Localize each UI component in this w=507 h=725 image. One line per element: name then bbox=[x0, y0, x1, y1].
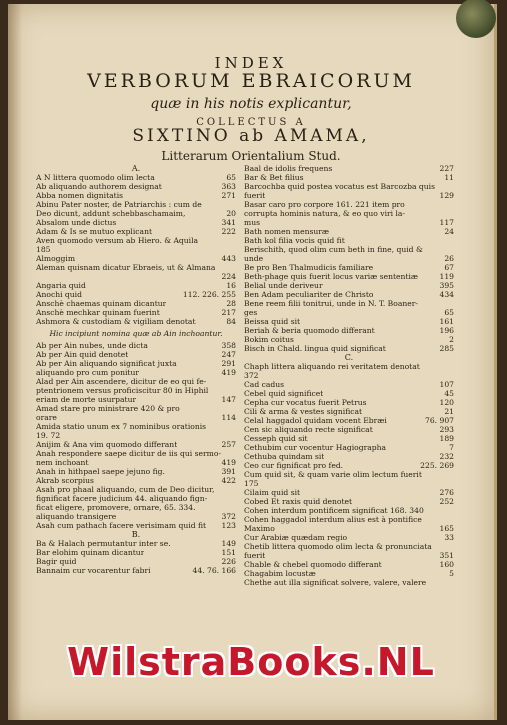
index-entry bbox=[36, 191, 236, 200]
entry-term: Abinu Pater noster, de Patriarchis : cum de bbox=[36, 200, 202, 209]
entry-term: nem inchoant bbox=[36, 458, 89, 467]
ain-note: Hic incipiunt nomina quæ ab Ain inchoantur. bbox=[49, 329, 223, 338]
section-c-heading: C. bbox=[344, 353, 354, 362]
entry-term: Bisch in Chald. lingua quid significat bbox=[244, 344, 386, 353]
entry-page-number: 149 bbox=[221, 539, 236, 548]
entry-page-number: 119 bbox=[439, 272, 454, 281]
entry-page-number: 271 bbox=[221, 191, 236, 200]
index-entry bbox=[36, 182, 236, 191]
index-entry bbox=[36, 476, 236, 485]
index-entry bbox=[36, 503, 236, 512]
section-b-heading: B. bbox=[131, 530, 141, 539]
entry-term: Cebel quid significet bbox=[244, 389, 324, 398]
index-entry bbox=[244, 191, 454, 200]
index-entry bbox=[36, 209, 236, 218]
collectus-line: COLLECTUS A bbox=[196, 117, 306, 128]
entry-term: Bene reem filii tonitrui, unde in N. T. Boaner- bbox=[244, 299, 418, 308]
entry-term: eriam de morte usurpatur bbox=[36, 395, 137, 404]
entry-term: Cilaim quid sit bbox=[244, 488, 301, 497]
entry-page-number: 422 bbox=[221, 476, 236, 485]
index-entry bbox=[36, 449, 236, 458]
entry-page-number: 217 bbox=[221, 308, 236, 317]
index-entry bbox=[36, 548, 236, 557]
entry-page-number: 226 bbox=[221, 557, 236, 566]
entry-page-number: 21 bbox=[444, 407, 454, 416]
index-entry bbox=[244, 245, 454, 254]
entry-page-number bbox=[232, 404, 236, 413]
entry-page-number: 165 bbox=[439, 524, 454, 533]
entry-page-number: 351 bbox=[439, 551, 454, 560]
author-title-line: Litterarum Orientalium Stud. bbox=[161, 149, 341, 163]
entry-term: Cad cadus bbox=[244, 380, 285, 389]
index-entry bbox=[244, 299, 454, 308]
index-entry bbox=[36, 566, 236, 575]
entry-term: Anijim & Ana vim quomodo differant bbox=[36, 440, 178, 449]
entry-term: Anschè chaemas quinam dicantur bbox=[36, 299, 167, 308]
index-entry bbox=[36, 317, 236, 326]
index-entry bbox=[244, 551, 454, 560]
index-heading: INDEX bbox=[214, 54, 288, 72]
entry-term: Be pro Ben Thalmudicis familiare bbox=[244, 263, 374, 272]
entry-term: Aven quomodo versum ab Hiero. & Aquila bbox=[36, 236, 199, 245]
entry-page-number: 84 bbox=[226, 317, 236, 326]
entry-page-number bbox=[450, 515, 454, 524]
entry-page-number: 225. 269 bbox=[420, 461, 454, 470]
entry-term: Cohen haggadol interdum alius est à pontifice bbox=[244, 515, 422, 524]
entry-page-number: 232 bbox=[439, 452, 454, 461]
index-entry bbox=[36, 557, 236, 566]
entry-term: Bath nomen mensuræ bbox=[244, 227, 330, 236]
entry-term: Ab aliquando authorem designat bbox=[36, 182, 162, 191]
entry-page-number: 24 bbox=[444, 227, 454, 236]
entry-page-number: 76. 907 bbox=[425, 416, 454, 425]
index-entry bbox=[244, 308, 454, 317]
entry-term: Beriah & beria quomodo differant bbox=[244, 326, 375, 335]
entry-term: corrupta hominis natura, & eo quo viri la- bbox=[244, 209, 406, 218]
subtitle-line: quæ in his notis explicantur, bbox=[150, 96, 352, 112]
index-entry bbox=[244, 569, 454, 578]
entry-term: fignificat facere judicium 44. aliquando fign- bbox=[36, 494, 208, 503]
index-entry bbox=[244, 524, 454, 533]
index-entry bbox=[244, 371, 454, 380]
entry-term: Chetib littera quomodo olim lecta & pronunciata bbox=[244, 542, 432, 551]
entry-page-number: 358 bbox=[221, 341, 236, 350]
entry-term: Anschè mechkar quinam fuerint bbox=[36, 308, 160, 317]
entry-term: Beth-phage quis fuerit locus variæ sententiæ bbox=[244, 272, 419, 281]
entry-page-number: 222 bbox=[221, 227, 236, 236]
entry-page-number: 151 bbox=[221, 548, 236, 557]
entry-page-number: 45 bbox=[444, 389, 454, 398]
index-entry bbox=[36, 377, 236, 386]
index-entry bbox=[244, 335, 454, 344]
entry-term: Cethubim cur vocentur Hagiographa bbox=[244, 443, 387, 452]
index-entry bbox=[244, 542, 454, 551]
entry-term: Ba & Halach permutantur inter se. bbox=[36, 539, 171, 548]
entry-page-number: 434 bbox=[439, 290, 454, 299]
entry-term: Cohen interdum pontificem significat 168. 340 bbox=[244, 506, 424, 515]
entry-term: Baal de idolis frequens bbox=[244, 164, 333, 173]
entry-page-number: 160 bbox=[439, 560, 454, 569]
index-entry bbox=[36, 440, 236, 449]
entry-term: Bannaim cur vocarentur fabri bbox=[36, 566, 151, 575]
entry-term: Bath kol filia vocis quid fit bbox=[244, 236, 345, 245]
index-entry bbox=[244, 173, 454, 182]
entry-page-number: 391 bbox=[221, 467, 236, 476]
index-entry bbox=[36, 227, 236, 236]
entry-page-number: 28 bbox=[226, 299, 236, 308]
entry-term: Chethe aut illa significat solvere, valere, valere bbox=[244, 578, 427, 587]
index-entry bbox=[244, 272, 454, 281]
entry-term: Bar elohim quinam dicantur bbox=[36, 548, 145, 557]
entry-term: Cepha cur vocatus fuerit Petrus bbox=[244, 398, 367, 407]
index-entry bbox=[36, 494, 236, 503]
index-entry bbox=[244, 479, 454, 488]
entry-term: ficat eligere, promovere, ornare, 65. 334. bbox=[36, 503, 196, 512]
entry-term: orare bbox=[36, 413, 57, 422]
entry-page-number bbox=[450, 479, 454, 488]
index-entry bbox=[244, 515, 454, 524]
entry-page-number: 291 bbox=[221, 359, 236, 368]
index-entry bbox=[244, 425, 454, 434]
entry-term: Chable & chebel quomodo differant bbox=[244, 560, 382, 569]
index-entry bbox=[244, 281, 454, 290]
entry-page-number: 341 bbox=[221, 218, 236, 227]
index-entry bbox=[36, 341, 236, 350]
index-entry bbox=[244, 380, 454, 389]
entry-term: Asah pro phaal aliquando, cum de Deo dicitur, bbox=[36, 485, 215, 494]
index-entry bbox=[36, 254, 236, 263]
index-entry bbox=[36, 368, 236, 377]
entry-page-number bbox=[450, 506, 454, 515]
index-entry bbox=[36, 263, 236, 272]
entry-term: Amad stare pro ministrare 420 & pro bbox=[36, 404, 180, 413]
entry-term: Adam & Is se mutuo explicant bbox=[36, 227, 153, 236]
entry-page-number: 419 bbox=[221, 458, 236, 467]
index-entry bbox=[36, 299, 236, 308]
entry-term: Ashmora & custodiam & vigiliam denotat bbox=[36, 317, 196, 326]
entry-page-number bbox=[450, 542, 454, 551]
index-entry bbox=[244, 236, 454, 245]
entry-term: fuerit bbox=[244, 191, 266, 200]
index-entry bbox=[36, 512, 236, 521]
index-entry bbox=[244, 218, 454, 227]
index-entry bbox=[244, 578, 454, 587]
index-entry bbox=[36, 404, 236, 413]
entry-page-number: 11 bbox=[444, 173, 454, 182]
index-entry bbox=[36, 395, 236, 404]
entry-term: Angaria quid bbox=[36, 281, 86, 290]
entry-term: Celal haggadol quidam vocent Ebræi bbox=[244, 416, 387, 425]
index-entry bbox=[36, 386, 236, 395]
index-entry bbox=[36, 308, 236, 317]
index-entry bbox=[244, 560, 454, 569]
entry-term: Akrab scorpius bbox=[36, 476, 94, 485]
index-entry bbox=[36, 350, 236, 359]
entry-page-number: 247 bbox=[221, 350, 236, 359]
entry-page-number: 293 bbox=[439, 425, 454, 434]
entry-page-number: 443 bbox=[221, 254, 236, 263]
entry-term: fuerit bbox=[244, 551, 266, 560]
entry-term: ges bbox=[244, 308, 258, 317]
entry-page-number bbox=[232, 485, 236, 494]
entry-term: Bagir quid bbox=[36, 557, 77, 566]
entry-term: Cur Arabiæ quædam regio bbox=[244, 533, 348, 542]
index-entry bbox=[244, 443, 454, 452]
index-entry bbox=[244, 497, 454, 506]
entry-term: Basar caro pro corpore 161. 221 item pro bbox=[244, 200, 405, 209]
entry-page-number: 147 bbox=[221, 395, 236, 404]
entry-term: Asah cum pathach facere verisimam quid fit bbox=[36, 521, 207, 530]
index-entry bbox=[36, 290, 236, 299]
entry-page-number bbox=[450, 299, 454, 308]
index-entry bbox=[36, 173, 236, 182]
entry-page-number bbox=[450, 200, 454, 209]
entry-term: Ceo cur fignificat pro fed. bbox=[244, 461, 344, 470]
entry-term: Bar & Bet filius bbox=[244, 173, 304, 182]
book-page bbox=[8, 4, 497, 720]
entry-term: Cesseph quid sit bbox=[244, 434, 308, 443]
index-entry bbox=[244, 227, 454, 236]
index-entry bbox=[36, 458, 236, 467]
entry-page-number: 7 bbox=[449, 443, 454, 452]
entry-term: Maximo bbox=[244, 524, 275, 533]
entry-page-number bbox=[232, 449, 236, 458]
entry-page-number bbox=[232, 494, 236, 503]
entry-page-number: 276 bbox=[439, 488, 454, 497]
index-entry bbox=[244, 362, 454, 371]
index-entry bbox=[36, 485, 236, 494]
index-entry bbox=[244, 164, 454, 173]
entry-page-number: 285 bbox=[439, 344, 454, 353]
entry-page-number: 123 bbox=[221, 521, 236, 530]
entry-page-number bbox=[450, 245, 454, 254]
entry-page-number: 112. 226. 255 bbox=[182, 290, 236, 299]
entry-term: Chaph littera aliquando rei veritatem denotat bbox=[244, 362, 420, 371]
entry-page-number: 65 bbox=[444, 308, 454, 317]
index-entry bbox=[244, 407, 454, 416]
index-entry bbox=[36, 422, 236, 431]
entry-page-number: 196 bbox=[439, 326, 454, 335]
index-entry bbox=[244, 344, 454, 353]
entry-page-number bbox=[450, 578, 454, 587]
entry-page-number: 257 bbox=[221, 440, 236, 449]
entry-page-number bbox=[232, 263, 236, 272]
entry-page-number: 44. 76. 166 bbox=[192, 566, 236, 575]
index-entry bbox=[244, 434, 454, 443]
entry-term: Amida statio unum ex 7 nominibus orationis bbox=[36, 422, 207, 431]
entry-term: ptentrionem versus proficiscitur 80 in Hiphil bbox=[36, 386, 209, 395]
entry-term: Belial unde deriveur bbox=[244, 281, 323, 290]
entry-term: Beissa quid sit bbox=[244, 317, 301, 326]
author-line: SIXTINO ab AMAMA, bbox=[132, 126, 370, 146]
entry-page-number bbox=[450, 209, 454, 218]
index-entry bbox=[36, 236, 236, 245]
entry-term: Aleman quisnam dicatur Ebraeis, ut & Almana bbox=[36, 263, 216, 272]
index-entry bbox=[36, 539, 236, 548]
index-entry bbox=[36, 467, 236, 476]
index-entry bbox=[244, 263, 454, 272]
entry-page-number: 363 bbox=[221, 182, 236, 191]
index-entry bbox=[244, 488, 454, 497]
entry-term: Deo dicunt, addunt schebbaschamaim, bbox=[36, 209, 186, 218]
entry-term: Cethuba quindam sit bbox=[244, 452, 325, 461]
index-entry bbox=[244, 398, 454, 407]
entry-term: Berischith, quod olim cum beth in fine, quid & bbox=[244, 245, 423, 254]
index-entry bbox=[244, 416, 454, 425]
index-entry bbox=[36, 521, 236, 530]
entry-page-number: 419 bbox=[221, 368, 236, 377]
index-entry bbox=[36, 413, 236, 422]
corner-disc-object bbox=[456, 0, 496, 38]
entry-term: 175 bbox=[244, 479, 259, 488]
entry-term: aliquando pro cum ponitur bbox=[36, 368, 139, 377]
entry-term: Chagabim locustæ bbox=[244, 569, 316, 578]
entry-term: 19. 72 bbox=[36, 431, 61, 440]
entry-page-number: 2 bbox=[449, 335, 454, 344]
entry-page-number bbox=[232, 503, 236, 512]
entry-term: Ab per Ain quid denotet bbox=[36, 350, 129, 359]
index-entry bbox=[244, 317, 454, 326]
entry-term: Ben Adam peculiariter de Christo bbox=[244, 290, 374, 299]
entry-page-number bbox=[232, 431, 236, 440]
index-entry bbox=[244, 470, 454, 479]
index-entry bbox=[244, 506, 454, 515]
entry-term: 185 bbox=[36, 245, 51, 254]
entry-page-number: 372 bbox=[221, 512, 236, 521]
entry-page-number bbox=[232, 236, 236, 245]
watermark: WilstraBooks.NL bbox=[67, 640, 435, 684]
entry-page-number: 224 bbox=[221, 272, 236, 281]
entry-page-number: 114 bbox=[221, 413, 236, 422]
entry-term: Almoggim bbox=[36, 254, 76, 263]
index-entry bbox=[36, 359, 236, 368]
entry-page-number: 189 bbox=[439, 434, 454, 443]
entry-page-number: 161 bbox=[439, 317, 454, 326]
index-entry bbox=[244, 209, 454, 218]
entry-term: Cum quid sit, & quam varie olim lectum fuerit bbox=[244, 470, 422, 479]
section-a-heading: A. bbox=[131, 164, 141, 173]
entry-term: Ab per Ain aliquando significat juxta bbox=[36, 359, 177, 368]
entry-page-number: 67 bbox=[444, 263, 454, 272]
title-line: VERBORUM EBRAICORUM bbox=[87, 70, 415, 92]
entry-page-number: 65 bbox=[226, 173, 236, 182]
entry-term: Bokim coitus bbox=[244, 335, 294, 344]
entry-page-number bbox=[450, 470, 454, 479]
index-entry bbox=[36, 281, 236, 290]
entry-page-number bbox=[232, 386, 236, 395]
entry-page-number: 16 bbox=[226, 281, 236, 290]
index-entry bbox=[244, 533, 454, 542]
entry-term: unde bbox=[244, 254, 264, 263]
entry-term: Anochi quid bbox=[36, 290, 82, 299]
entry-term: Cen sic aliquando recte significat bbox=[244, 425, 373, 434]
entry-term: 372 bbox=[244, 371, 259, 380]
entry-page-number: 227 bbox=[439, 164, 454, 173]
index-entry bbox=[36, 200, 236, 209]
entry-term: Cili & arma & vestes significat bbox=[244, 407, 363, 416]
index-entry bbox=[244, 389, 454, 398]
entry-term: Abba nomen dignitatis bbox=[36, 191, 124, 200]
entry-page-number: 26 bbox=[444, 254, 454, 263]
left-column bbox=[36, 164, 236, 575]
entry-page-number: 20 bbox=[226, 209, 236, 218]
index-entry bbox=[244, 326, 454, 335]
entry-page-number: 252 bbox=[439, 497, 454, 506]
entry-page-number: 33 bbox=[444, 533, 454, 542]
entry-page-number bbox=[232, 200, 236, 209]
index-entry bbox=[244, 182, 454, 191]
entry-page-number bbox=[450, 236, 454, 245]
entry-page-number bbox=[450, 362, 454, 371]
entry-page-number bbox=[450, 182, 454, 191]
entry-term: Alad per Ain ascendere, dicitur de eo qui fe- bbox=[36, 377, 207, 386]
entry-page-number: 117 bbox=[439, 218, 454, 227]
index-entry bbox=[36, 272, 236, 281]
index-entry bbox=[244, 200, 454, 209]
entry-term: Absalom unde dictus bbox=[36, 218, 117, 227]
entry-page-number: 120 bbox=[439, 398, 454, 407]
entry-term: mus bbox=[244, 218, 260, 227]
entry-term: Barcochba quid postea vocatus est Barcozba quis bbox=[244, 182, 435, 191]
index-entry bbox=[36, 218, 236, 227]
entry-page-number: 5 bbox=[449, 569, 454, 578]
index-entry bbox=[36, 431, 236, 440]
entry-page-number bbox=[232, 422, 236, 431]
entry-page-number bbox=[232, 377, 236, 386]
entry-page-number: 395 bbox=[439, 281, 454, 290]
entry-page-number bbox=[232, 245, 236, 254]
entry-term: Anah in hithpael saepe jejuno fig. bbox=[36, 467, 165, 476]
entry-term: aliquando transigere bbox=[36, 512, 117, 521]
index-entry bbox=[244, 290, 454, 299]
entry-page-number bbox=[450, 371, 454, 380]
entry-term: Anah respondere saepe dicitur de iis qui sermo- bbox=[36, 449, 221, 458]
entry-term: A N littera quomodo olim lecta bbox=[36, 173, 155, 182]
index-entry bbox=[244, 452, 454, 461]
index-entry bbox=[36, 245, 236, 254]
right-column bbox=[244, 164, 454, 587]
entry-term: Cobed Et raxis quid denotet bbox=[244, 497, 353, 506]
entry-term: Ab per Ain nubes, unde dicta bbox=[36, 341, 148, 350]
entry-page-number: 107 bbox=[439, 380, 454, 389]
entry-page-number: 129 bbox=[439, 191, 454, 200]
index-entry bbox=[244, 254, 454, 263]
index-entry bbox=[244, 461, 454, 470]
